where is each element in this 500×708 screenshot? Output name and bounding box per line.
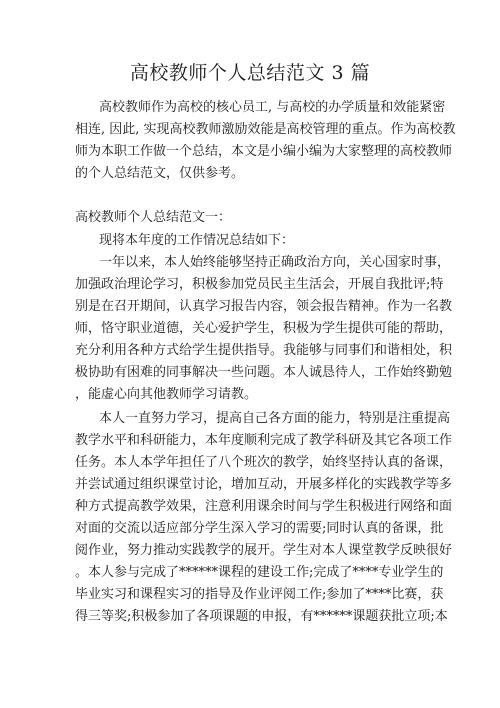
paragraph-2-line: 并尝试通过组织课堂讨论，增加互动，开展多样化的实践教学等多 [75, 477, 453, 492]
paragraph-1-line: 加强政治理论学习，积极参加党员民主生活会，开展自我批评;特 [75, 277, 444, 292]
paragraph-2-line: 阅作业，努力推动实践教学的展开。学生对本人课堂教学反映很好 [75, 543, 453, 558]
paragraph-2-line: 种方式提高教学效果，注意利用课余时间与学生积极进行网络和面 [75, 499, 453, 514]
paragraph-1-line: 别是在召开期间，认真学习报告内容，领会报告精神。作为一名教 [75, 299, 453, 314]
paragraph-2-line: 教学水平和科研能力，本年度顺利完成了教学科研及其它各项工作 [75, 433, 453, 448]
intro-line: 相连, 因此, 实现高校教师激励效能是高校管理的重点。作为高校教 [75, 122, 456, 137]
paragraph-2-line: 。本人参与完成了******课程的建设工作;完成了****专业学生的 [75, 565, 444, 580]
paragraph-2-line: 得三等奖;积极参加了各项课题的申报，有******课题获批立项;本 [75, 609, 448, 624]
intro-line: 高校教师作为高校的核心员工, 与高校的办学质量和效能紧密 [99, 100, 446, 115]
lead-line: 现将本年度的工作情况总结如下： [99, 233, 295, 248]
section-heading: 高校教师个人总结范文一： [75, 210, 232, 225]
intro-line: 师为本职工作做一个总结，本文是小编小编为大家整理的高校教师 [75, 144, 453, 159]
paragraph-2-line: 毕业实习和课程实习的指导及作业评阅工作;参加了****比赛，获 [75, 587, 444, 602]
paragraph-2-line: 对面的交流以适应部分学生深入学习的需要;同时认真的备课，批 [75, 521, 444, 536]
intro-line: 的个人总结范文，仅供参考。 [75, 166, 245, 181]
paragraph-1-line: 极协助有困难的同事解决一些问题。本人诚恳待人，工作始终勤勉 [75, 365, 453, 380]
paragraph-1-line: 一年以来，本人始终能够坚持正确政治方向，关心国家时事， [99, 255, 451, 270]
paragraph-2-line: 本人一直努力学习，提高自己各方面的能力，特别是注重提高 [99, 411, 451, 426]
paragraph-2-line: 任务。本人本学年担任了八个班次的教学，始终坚持认真的备课， [75, 455, 453, 470]
paragraph-1-line: ，能虚心向其他教师学习请教。 [75, 387, 258, 402]
paragraph-1-line: 充分利用各种方式给学生提供指导。我能够与同事们和谐相处，积 [75, 343, 453, 358]
paragraph-1-line: 师，恪守职业道德，关心爱护学生，积极为学生提供可能的帮助， [75, 321, 453, 336]
document-title: 高校教师个人总结范文 3 篇 [129, 62, 371, 84]
